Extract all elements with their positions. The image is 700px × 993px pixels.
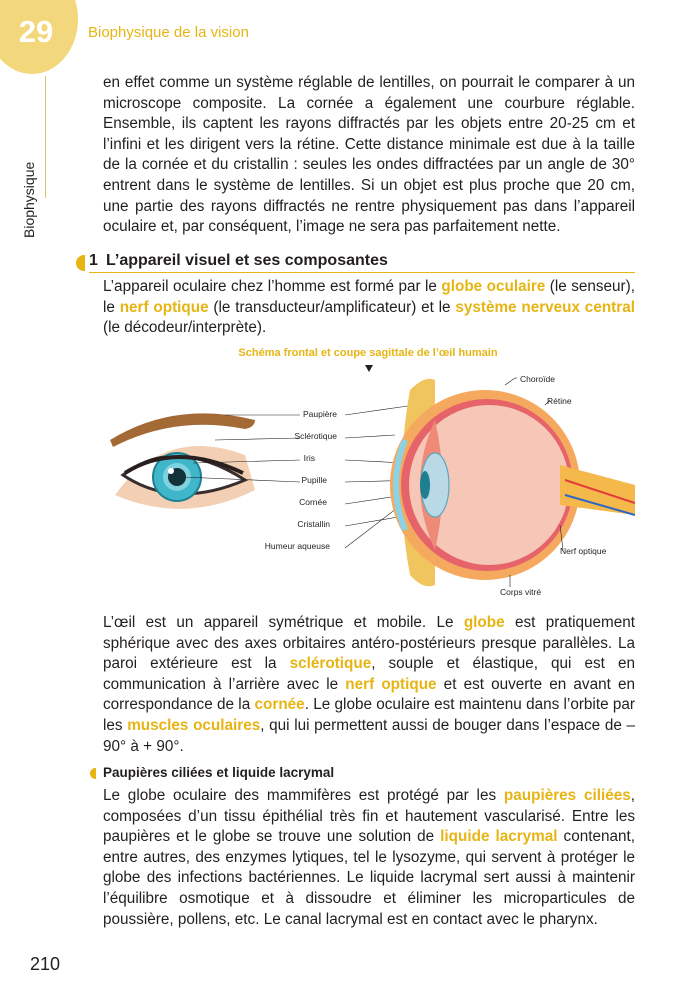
label-nerf-optique: Nerf optique: [560, 546, 607, 556]
eye-diagram: [105, 345, 635, 605]
figure-caption: Schéma frontal et coupe sagittale de l’œil humain: [238, 347, 498, 359]
term-liquide-lacrymal: liquide lacrymal: [440, 828, 558, 846]
term-systeme-nerveux: système nerveux central: [455, 298, 635, 316]
label-cornee: Cornée: [299, 497, 327, 507]
iris-section: [420, 471, 430, 499]
section-rule: [89, 272, 635, 273]
term-sclerotique: sclérotique: [289, 655, 372, 673]
subsection-heading: [90, 765, 630, 783]
eyelid-paragraph: Le globe oculaire des mammifères est protégé par les paupières ciliées, composées d’un tissu épithélial très fin et hautement vascularisé. Entre les paupières et le globe se trouve une solution de liquide lacrymal contenant, entre autres, des enzymes lytiques, tel le lysozyme, qui servent à protéger le globe des infections bactériennes. Le liquide lacrymal sert aussi à maintenir l’équilibre osmotique et à dissoudre et éliminer les microparticules de poussière, pollens, etc. Le canal lacrymal est en contact avec le pharynx.: [103, 787, 636, 928]
section-heading: [76, 252, 636, 274]
term-paupieres-ciliees: paupières ciliées: [503, 787, 631, 804]
section-paragraph: L’appareil oculaire chez l’homme est formé par le globe oculaire (le senseur), le nerf optique (le transducteur/amplificateur) et le système nerveux central (le décodeur/interprète).: [103, 278, 636, 337]
page-number: 210: [30, 954, 61, 974]
label-pupille: Pupille: [301, 475, 327, 485]
term-muscles-oculaires: muscles oculaires: [127, 716, 261, 734]
running-title: Biophysique de la vision: [88, 24, 249, 41]
label-choroide: Choroïde: [520, 374, 555, 384]
label-paupiere: Paupière: [302, 409, 337, 419]
label-cristallin: Cristallin: [297, 519, 330, 529]
frontal-eye-illustration: [110, 413, 255, 509]
eye-highlight: [168, 468, 174, 474]
caption-arrow-icon: [365, 365, 373, 372]
subsection-bullet-icon: [90, 768, 96, 779]
label-iris: Iris: [303, 453, 315, 463]
globe-paragraph: L’œil est un appareil symétrique et mobile. Le globe est pratiquement sphérique avec des axes orbitaires antéro-postérieurs presque parallèles. La paroi extérieure est la sclérotique, souple et élastique, qui est en communication à l’arrière avec le nerf optique et est ouverte en avant en correspondance de la cornée. Le globe oculaire est maintenu dans l’orbite par les muscles oculaires, qui lui permettent aussi de bouger dans l’espace de – 90° à + 90°.: [103, 614, 635, 755]
chapter-tab: [0, 0, 78, 74]
section-title: L’appareil visuel et ses composantes: [106, 252, 388, 269]
term-cornee: cornée: [254, 696, 305, 714]
subsection-title: Paupières ciliées et liquide lacrymal: [103, 765, 335, 780]
label-sclerotique: Sclérotique: [294, 431, 337, 441]
chapter-number: 29: [18, 14, 54, 49]
term-nerf-optique-2: nerf optique: [345, 675, 437, 693]
eye-figure: [105, 345, 635, 605]
section-bullet-icon: [76, 255, 85, 271]
eyebrow-icon: [110, 413, 255, 447]
term-globe-oculaire: globe oculaire: [441, 278, 546, 295]
term-globe: globe: [463, 614, 505, 631]
side-divider: [45, 76, 46, 198]
label-corps-vitre: Corps vitré: [500, 587, 542, 597]
label-retine: Rétine: [547, 396, 572, 406]
term-nerf-optique: nerf optique: [119, 298, 209, 316]
label-humeur-aqueuse: Humeur aqueuse: [264, 541, 330, 551]
intro-paragraph: en effet comme un système réglable de lentilles, on pourrait le comparer à un microscope composite. La cornée a également une courbure réglable. Ensemble, ils captent les rayons diffractés par les objets entre 20-25 cm et l’infini et les dirigent vers la rétine. Cette distance minimale est due à la taille de la cornée et du cristallin : seules les ondes diffractées par un angle de 30° entrent dans le système de lentilles. Si un objet est plus proche que 20 cm, une partie des rayons diffractés ne rentre physiquement pas dans l’appareil oculaire et, par conséquent, l’image ne sera pas parfaitement nette.: [103, 74, 635, 236]
side-label: Biophysique: [21, 161, 37, 238]
section-number: 1: [89, 252, 98, 269]
